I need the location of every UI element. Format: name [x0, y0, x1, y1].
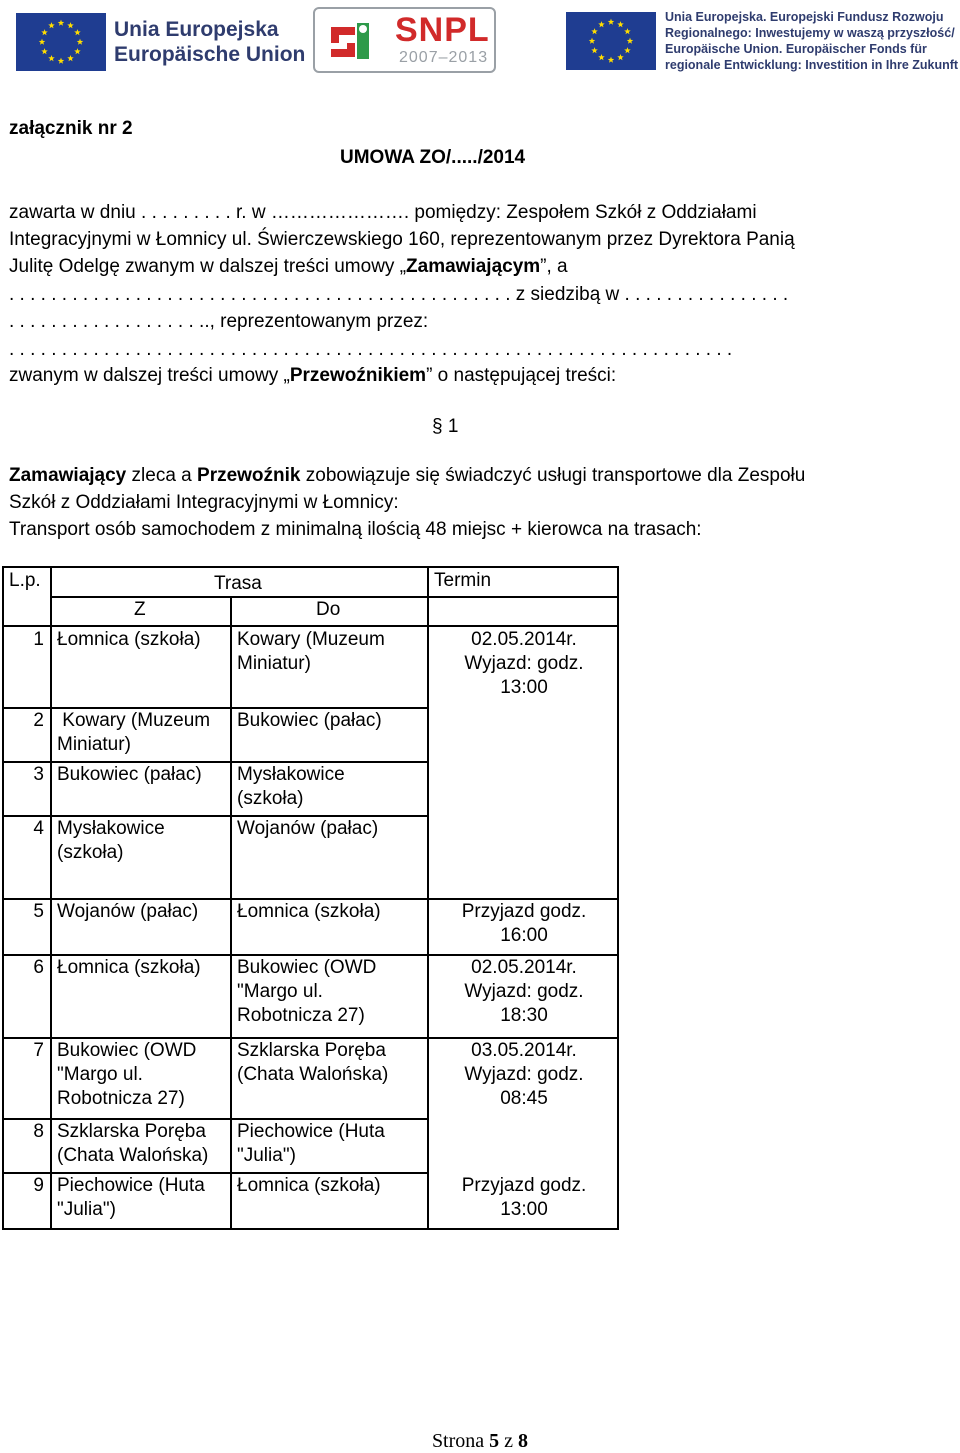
- term-cell: Przyjazd godz. 13:00: [461, 1175, 587, 1220]
- route-to: Mysłakowice (szkoła): [237, 764, 345, 809]
- star-icon: [598, 54, 604, 60]
- star-icon: [41, 29, 47, 35]
- snpl-title: SNPL: [395, 11, 490, 49]
- star-icon: [598, 21, 604, 27]
- route-from: Wojanów (pałac): [57, 901, 199, 922]
- row-number: 9: [33, 1175, 44, 1196]
- footer-strona: Strona: [431, 1430, 490, 1452]
- term-cell: 02.05.2014r. Wyjazd: godz. 13:00: [464, 629, 584, 698]
- p1-l3-end: ”, a: [540, 256, 568, 277]
- star-icon: [624, 47, 630, 53]
- p2-przewoznik: Przewoźnik: [197, 465, 301, 486]
- snpl-logo: [313, 7, 496, 73]
- row-number: 4: [33, 818, 44, 839]
- route-from: Bukowiec (pałac): [57, 764, 202, 785]
- route-from: Łomnica (szkoła): [57, 629, 201, 650]
- star-icon: [627, 38, 633, 44]
- route-from: Piechowice (Huta "Julia"): [57, 1175, 205, 1220]
- star-icon: [589, 38, 595, 44]
- snpl-years: 2007–2013: [399, 49, 489, 66]
- footer-total: 8: [518, 1430, 529, 1452]
- zamawiajacy-term: Zamawiającym: [406, 256, 541, 277]
- star-icon: [74, 29, 80, 35]
- star-icon: [608, 19, 614, 25]
- eu-right-line2: Regionalnego: Inwestujemy w waszą przyszłość/: [665, 26, 955, 40]
- star-icon: [67, 55, 73, 61]
- table-rule: [50, 596, 617, 598]
- route-from: Bukowiec (OWD "Margo ul. Robotnicza 27): [57, 1040, 197, 1109]
- star-icon: [77, 39, 83, 45]
- route-to: Łomnica (szkoła): [237, 901, 381, 922]
- star-icon: [48, 55, 54, 61]
- route-from: Łomnica (szkoła): [57, 957, 201, 978]
- p1-l7-end: ” o następującej treści:: [426, 365, 617, 386]
- table-rule: [230, 597, 232, 1228]
- eu-right-line4: regionale Entwicklung: Investition in Ihre Zukunft: [665, 58, 959, 72]
- star-icon: [591, 47, 597, 53]
- star-icon: [624, 28, 630, 34]
- footer-page: 5: [489, 1430, 500, 1452]
- paragraph1-line5: . . . . . . . . . . . . . . . . . . .., reprezentowanym przez:: [9, 311, 429, 332]
- eu-flag-right-icon: [566, 12, 656, 70]
- star-icon: [48, 22, 54, 28]
- eu-stars-right: [566, 12, 656, 70]
- header-lp: L.p.: [9, 570, 41, 591]
- term-cell: 02.05.2014r. Wyjazd: godz. 18:30: [464, 957, 584, 1026]
- footer-z: z: [499, 1430, 519, 1452]
- p2-text1: zleca a: [126, 465, 198, 486]
- route-to: Szklarska Poręba (Chata Walońska): [237, 1040, 389, 1085]
- star-icon: [58, 58, 64, 64]
- eu-left-line1: Unia Europejska: [114, 18, 279, 41]
- row-number: 6: [33, 957, 44, 978]
- row-number: 7: [33, 1040, 44, 1061]
- row-number: 2: [33, 710, 44, 731]
- eu-right-line3: Europäische Union. Europäischer Fonds für: [665, 42, 927, 56]
- document-title: UMOWA ZO/...../2014: [340, 147, 526, 168]
- route-to: Bukowiec (OWD "Margo ul. Robotnicza 27): [237, 957, 377, 1026]
- paragraph2-line1: [9, 462, 805, 489]
- route-to: Bukowiec (pałac): [237, 710, 382, 731]
- route-to: Kowary (Muzeum Miniatur): [237, 629, 385, 674]
- header-trasa: Trasa: [214, 573, 262, 594]
- section-heading: § 1: [432, 416, 459, 437]
- paragraph2-line3: Transport osób samochodem z minimalną ilością 48 miejsc + kierowca na trasach:: [9, 519, 702, 540]
- route-from: Szklarska Poręba (Chata Walońska): [57, 1121, 209, 1166]
- paragraph1-line2: Integracyjnymi w Łomnicy ul. Świerczewskiego 160, reprezentowanym przez Dyrektora Panią: [9, 229, 795, 250]
- route-from: Kowary (Muzeum Miniatur): [57, 710, 211, 755]
- star-icon: [617, 21, 623, 27]
- star-icon: [58, 20, 64, 26]
- header-termin: Termin: [434, 570, 492, 591]
- route-table: [2, 566, 619, 1230]
- page-footer: [0, 1430, 960, 1453]
- term-cell: Przyjazd godz. 16:00: [461, 901, 587, 946]
- row-number: 5: [33, 901, 44, 922]
- eu-right-line1: Unia Europejska. Europejski Fundusz Rozwoju: [665, 10, 944, 24]
- paragraph2-line2: Szkół z Oddziałami Integracyjnymi w Łomnicy:: [9, 492, 399, 513]
- p1-l3-text: Julitę Odelgę zwanym w dalszej treści umowy „: [9, 256, 407, 277]
- snpl-mark-icon: [327, 17, 375, 65]
- paragraph1-line3: [9, 253, 568, 280]
- header-z: Z: [134, 599, 146, 620]
- row-number: 3: [33, 764, 44, 785]
- term-cell: 03.05.2014r. Wyjazd: godz. 08:45: [464, 1040, 584, 1109]
- paragraph1-line4: . . . . . . . . . . . . . . . . . . . . . . . . . . . . . . . . . . . . . . . . . . . . . . . . z siedzibą w . . . . . . . . . . . . . . . .: [9, 284, 789, 305]
- przewoznik-term: Przewoźnikiem: [289, 365, 427, 386]
- header-do: Do: [316, 599, 341, 620]
- row-number: 1: [33, 629, 44, 650]
- star-icon: [67, 22, 73, 28]
- row-number: 8: [33, 1121, 44, 1142]
- route-from: Mysłakowice (szkoła): [57, 818, 165, 863]
- route-to: Łomnica (szkoła): [237, 1175, 381, 1196]
- p2-text2: zobowiązuje się świadczyć usługi transportowe dla Zespołu: [300, 465, 806, 486]
- paragraph1-line7: [9, 362, 616, 389]
- eu-left-line2: Europäische Union: [114, 43, 306, 66]
- star-icon: [608, 57, 614, 63]
- paragraph1-line1: zawarta w dniu . . . . . . . . . r. w …………………. pomiędzy: Zespołem Szkół z Oddziałami: [9, 202, 757, 223]
- star-icon: [41, 48, 47, 54]
- table-rule: [4, 625, 617, 627]
- route-to: Wojanów (pałac): [237, 818, 379, 839]
- p1-l7-text: zwanym w dalszej treści umowy „: [9, 365, 290, 386]
- paragraph1-line6: . . . . . . . . . . . . . . . . . . . . . . . . . . . . . . . . . . . . . . . . . . . . . . . . . . . . . . . . . . . . . . . . . . . . .: [9, 339, 733, 360]
- star-icon: [74, 48, 80, 54]
- route-to: Piechowice (Huta "Julia"): [237, 1121, 385, 1166]
- star-icon: [617, 54, 623, 60]
- p2-zamawiajacy: Zamawiający: [9, 465, 127, 486]
- star-icon: [591, 28, 597, 34]
- eu-stars-left: [16, 13, 106, 71]
- attachment-label: załącznik nr 2: [9, 118, 133, 139]
- eu-flag-left-icon: [16, 13, 106, 71]
- star-icon: [39, 39, 45, 45]
